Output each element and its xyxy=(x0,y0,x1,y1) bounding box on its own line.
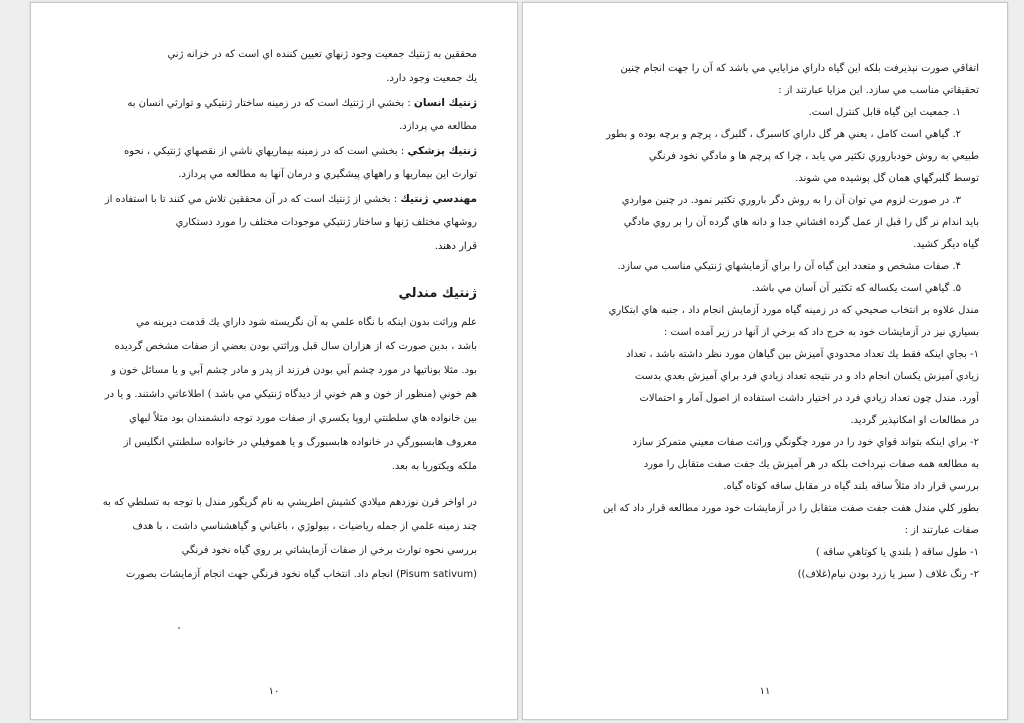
list-item: ۲- براي اينكه بتواند قواي خود را در مورد چگونگي وراثت صفات معيني متمركز سازد xyxy=(632,437,979,448)
text-line: به مطالعه همه صفات نپرداخت بلكه در هر آميزش يك جفت صفت متقابل را مورد xyxy=(643,459,979,470)
definition-text: : بخشي است كه در زمينه بيماريهاي ناشي از نقصهاي ژنتيكي ، نحوه xyxy=(124,146,405,157)
term-label: ژنتيك انسان xyxy=(413,97,477,109)
text-line: بررسي نحوه توارث برخي از صفات آزمايشاتي بر روي گياه نخود فرنگي xyxy=(181,545,477,556)
text-line: مطالعه مي پردازد. xyxy=(399,121,477,132)
text-line: زيادي آميزش يكسان انجام داد و در نتيجه تعداد زيادي فرد براي آميزش بعدي بدست xyxy=(634,371,979,382)
text-line: بطور كلي مندل هفت جفت صفت متقابل را در آزمايشات خود مورد مطالعه قرار داد كه اين xyxy=(603,503,979,514)
text-line: اتفاقي صورت نپذيرفت بلكه اين گياه داراي مزايايي مي باشد كه آن را جهت انجام چنين xyxy=(620,63,979,74)
text-line: بسياري نيز در آزمايشات خود به خرج داد كه برخي از آنها در زير آمده است : xyxy=(664,327,979,338)
list-item: ۴. صفات مشخص و متعدد اين گياه آن را براي آزمايشهاي ژنتيكي مناسب مي سازد. xyxy=(617,261,961,272)
list-item: ۳. در صورت لزوم مي توان آن را به روش دگر باروري تكثير نمود. در چنين مواردي xyxy=(621,195,961,206)
text-line: بود. مثلا بوناتيها در مورد چشم آبي بودن فرزند از پدر و مادر چشم آبي و يا مسائل خون و xyxy=(111,365,477,376)
list-item: ۱- بجاي اينكه فقط يك تعداد محدودي آميزش بين گياهان مورد نظر داشته باشد ، تعداد xyxy=(626,349,979,360)
definition-genetic-engineering xyxy=(81,187,477,211)
text-line: محققين به ژنتيك جمعيت وجود ژنهاي تعيين كننده اي است كه در خزانه ژني xyxy=(167,49,477,60)
text-line: در مطالعات او امكانپذير گرديد. xyxy=(850,415,979,426)
list-item: ۵. گياهي است يكساله كه تكثير آن آسان مي باشد. xyxy=(751,283,961,294)
text-line: گياه ديگر كشيد. xyxy=(913,239,979,250)
page-text xyxy=(81,43,477,587)
definition-text: : بخشي از ژنتيك است كه در زمينه ساختار ژنتيكي و توارثي انسان به xyxy=(127,98,411,109)
text-line: معروف هابسبورگي در خانواده هابسبورگ و يا هموفيلي در خانواده سلطنتي انگليس از xyxy=(123,437,477,448)
term-label: مهندسي ژنتيك xyxy=(400,193,477,205)
text-line: آورد. مندل چون تعداد زيادي فرد در اختيار داشت استفاده از اصول آمار و احتمالات xyxy=(639,393,979,404)
page-number: ۱۱ xyxy=(759,686,771,697)
definition-medical-genetics xyxy=(81,139,477,163)
list-item: ۱. جمعيت اين گياه قابل كنترل است. xyxy=(808,107,961,118)
text-line: بررسي قرار داد مثلاً ساقه بلند گياه در مقابل ساقه كوتاه گياه. xyxy=(723,481,979,492)
text-line: بايد اندام نر گل را قبل از عمل گرده افشاني جدا و دانه هاي گرده آن را بر روي مادگي xyxy=(623,217,979,228)
text-line: صفات عبارتند از : xyxy=(904,525,979,536)
text-line: (Pisum sativum) انجام داد. انتخاب گياه نخود فرنگي جهت انجام آزمايشات بصورت xyxy=(125,569,477,580)
definition-text: : بخشي از ژنتيك است كه در آن محققين تلاش مي كنند تا با استفاده از xyxy=(104,194,398,205)
text-line: علم وراثت بدون اينكه با نگاه علمي به آن نگريسته شود داراي يك قدمت ديرينه مي xyxy=(136,317,477,328)
text-line: ملكه ويكتوريا به بعد. xyxy=(391,461,477,472)
section-heading: ژنتيك مندلي xyxy=(398,286,477,301)
text-line: بين خانواده هاي سلطنتي اروپا يكسري از صفات مورد توجه دانشمندان بود مثلاً لبهاي xyxy=(129,413,477,424)
text-line: يك جمعيت وجود دارد. xyxy=(386,73,477,84)
definition-human-genetics xyxy=(81,91,477,115)
text-line: چند زمينه علمي از جمله رياضيات ، بيولوژي ، باغباني و گياهشناسي داشت ، با هدف xyxy=(132,521,477,532)
text-line: تحقيقاتي مناسب مي سازد. اين مزايا عبارتند از : xyxy=(778,85,979,96)
text-line: مندل علاوه بر انتخاب صحيحي كه در زمينه گياه مورد آزمايش انجام داد ، جنبه هاي ابتكاري xyxy=(608,305,979,316)
text-line: باشد ، بدين صورت كه از هزاران سال قبل وراثتي بودن بعضي از صفات مشخص گرديده xyxy=(114,341,477,352)
document-page-left xyxy=(30,2,518,720)
list-item: ۱- طول ساقه ( بلندي يا كوتاهي ساقه ) xyxy=(815,547,979,558)
text-line: طبيعي به روش خودباروري تكثير مي يابد ، چرا كه پرچم ها و مادگي نخود فرنگي xyxy=(648,151,979,162)
list-item: ۲- رنگ غلاف ( سبز يا زرد بودن نيام(غلاف)) xyxy=(797,569,979,580)
term-label: ژنتيك پزشكي xyxy=(407,145,477,157)
text-line: روشهاي مختلف ژنها و ساختار ژنتيكي موجودات مختلف را مورد دستكاري xyxy=(175,217,477,228)
list-item: ۲. گياهي است كامل ، يعني هر گل داراي كاسبرگ ، گلبرگ ، پرچم و برچه بوده و بطور xyxy=(606,129,961,140)
document-page-right xyxy=(522,2,1008,720)
text-line: توسط گلبرگهاي همان گل پوشيده مي شوند. xyxy=(795,173,979,184)
text-line: توارث اين بيماريها و راههاي پيشگيري و درمان آنها به مطالعه مي پردازد. xyxy=(178,169,477,180)
page-number: ۱۰ xyxy=(268,686,280,697)
text-line: هم خوني (منظور از خون و هم خوني از ديدگاه ژنتيكي مي باشد ) اطلاعاتي داشتند. و يا در xyxy=(104,389,477,400)
page-text xyxy=(583,58,979,586)
text-line: قرار دهند. xyxy=(434,241,477,252)
text-line: در اواخر قرن نوزدهم ميلادي كشيش اطريشي به نام گريگور مندل با توجه به تسلطي كه به xyxy=(102,497,477,508)
stray-mark xyxy=(178,627,180,629)
